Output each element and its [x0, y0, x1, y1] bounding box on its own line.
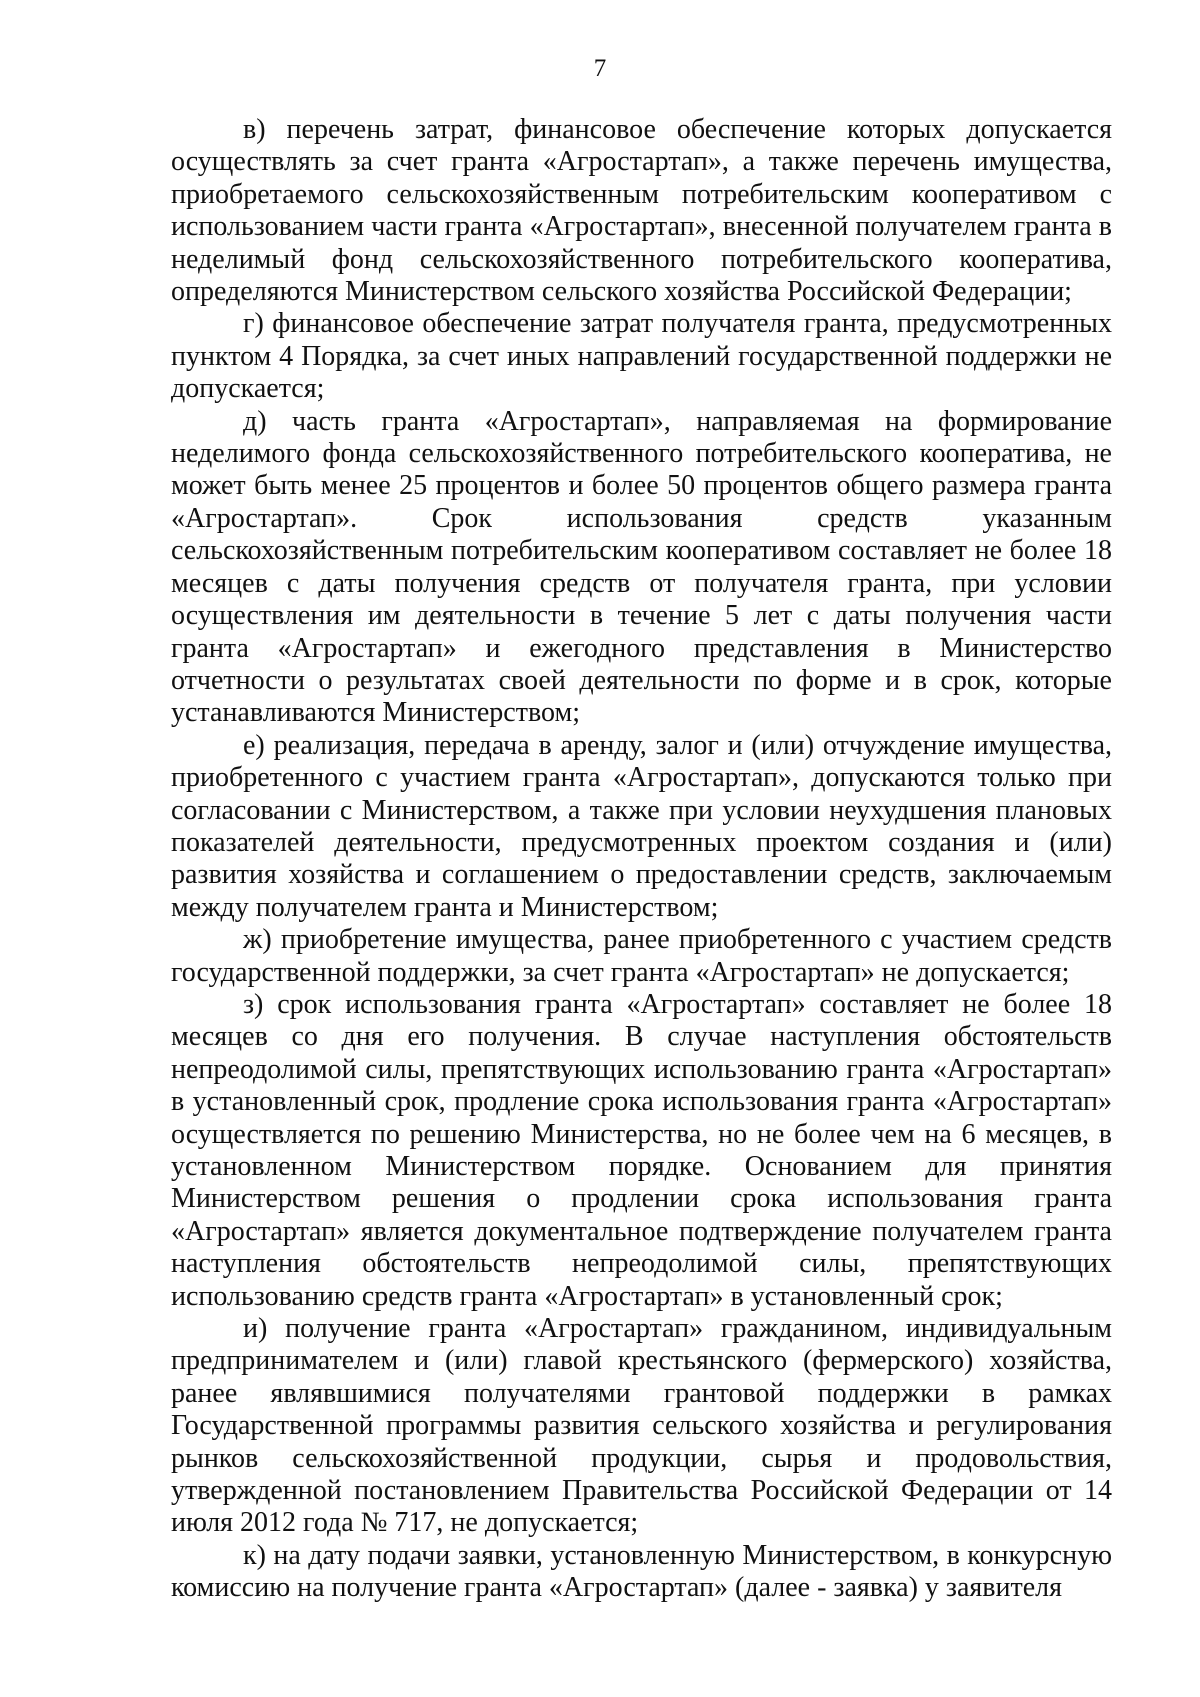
paragraph-k: к) на дату подачи заявки, установленную Министерством, в конкурсную комиссию на получение гранта «Агростартап» (далее - заявка) у заявителя	[171, 1539, 1112, 1604]
paragraph-v: в) перечень затрат, финансовое обеспечение которых допускается осуществлять за счет гранта «Агростартап», а также перечень имущества, приобретаемого сельскохозяйственным потребительским кооперативом с использованием части гранта «Агростартап», внесенной получателем гранта в неделимый фонд сельскохозяйственного потребительского кооператива, определяются Министерством сельского хозяйства Российской Федерации;	[171, 114, 1112, 308]
paragraph-g: г) финансовое обеспечение затрат получателя гранта, предусмотренных пунктом 4 Порядка, за счет иных направлений государственной поддержки не допускается;	[171, 308, 1112, 405]
page-number: 7	[593, 55, 607, 82]
paragraph-d: д) часть гранта «Агростартап», направляемая на формирование неделимого фонда сельскохозяйственного потребительского кооператива, не может быть менее 25 процентов и более 50 процентов общего размера гранта «Агростартап». Срок использования средств указанным сельскохозяйственным потребительским кооперативом составляет не более 18 месяцев с даты получения средств от получателя гранта, при условии осуществления им деятельности в течение 5 лет с даты получения части гранта «Агростартап» и ежегодного представления в Министерство отчетности о результатах своей деятельности по форме и в срок, которые устанавливаются Министерством;	[171, 405, 1112, 729]
paragraph-e: е) реализация, передача в аренду, залог и (или) отчуждение имущества, приобретенного с участием гранта «Агростартап», допускаются только при согласовании с Министерством, а также при условии неухудшения плановых показателей деятельности, предусмотренных проектом создания и (или) развития хозяйства и соглашением о предоставлении средств, заключаемым между получателем гранта и Министерством;	[171, 729, 1112, 923]
document-body	[171, 114, 1112, 1605]
paragraph-i: и) получение гранта «Агростартап» гражданином, индивидуальным предпринимателем и (или) главой крестьянского (фермерского) хозяйства, ранее являвшимися получателями грантовой поддержки в рамках Государственной программы развития сельского хозяйства и регулирования рынков сельскохозяйственной продукции, сырья и продовольствия, утвержденной постановлением Правительства Российской Федерации от 14 июля 2012 года № 717, не допускается;	[171, 1313, 1112, 1539]
paragraph-zh: ж) приобретение имущества, ранее приобретенного с участием средств государственной поддержки, за счет гранта «Агростартап» не допускается;	[171, 924, 1112, 988]
paragraph-z: з) срок использования гранта «Агростартап» составляет не более 18 месяцев со дня его получения. В случае наступления обстоятельств непреодолимой силы, препятствующих использованию гранта «Агростартап» в установленный срок, продление срока использования гранта «Агростартап» осуществляется по решению Министерства, но не более чем на 6 месяцев, в установленном Министерством порядке. Основанием для принятия Министерством решения о продлении срока использования гранта «Агростартап» является документальное подтверждение получателем гранта наступления обстоятельств непреодолимой силы, препятствующих использованию средств гранта «Агростартап» в установленный срок;	[171, 988, 1112, 1312]
